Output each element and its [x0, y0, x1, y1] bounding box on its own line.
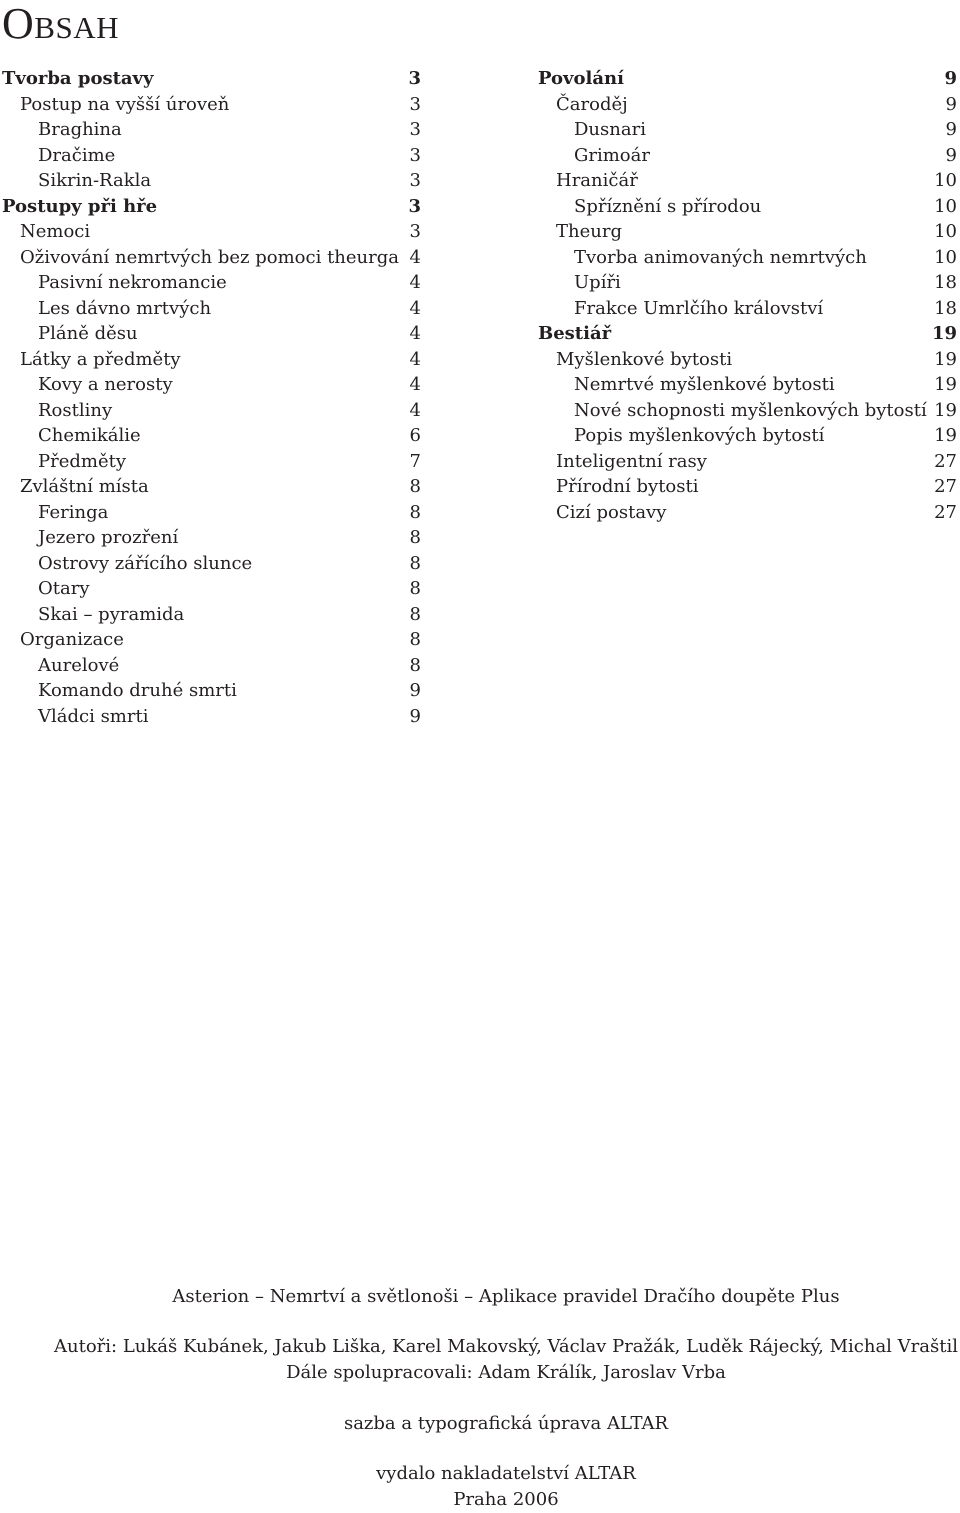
toc-entry-page: 10	[934, 170, 957, 192]
toc-entry-label: Oživování nemrtvých bez pomoci theurga	[20, 246, 399, 268]
toc-entry	[538, 474, 957, 500]
toc-entry-page: 8	[409, 476, 421, 498]
toc-entry-page: 19	[934, 425, 957, 447]
toc-entry-page: 7	[409, 450, 421, 472]
toc-entry-label: Jezero prozření	[38, 527, 179, 549]
toc-entry-label: Nové schopnosti myšlenkových bytostí	[574, 399, 927, 421]
toc-entry	[538, 194, 957, 220]
toc-entry-page: 19	[934, 374, 957, 396]
toc-entry-label: Ostrovy zářícího slunce	[38, 552, 253, 574]
toc-entry-label: Grimoár	[574, 144, 650, 166]
toc-entry-label: Čaroděj	[556, 93, 628, 115]
toc-entry	[2, 321, 421, 347]
toc-entry	[2, 525, 421, 551]
toc-entry	[538, 92, 957, 118]
toc-entry	[2, 627, 421, 653]
colophon-authors: Autoři: Lukáš Kubánek, Jakub Liška, Karel Makovský, Václav Pražák, Luděk Rájecký, Michal Vraštil	[54, 1336, 958, 1357]
toc-entry-label: Theurg	[556, 221, 622, 243]
colophon-publisher-line	[0, 1463, 960, 1484]
colophon-title-line	[0, 1286, 960, 1307]
toc-entry-label: Organizace	[20, 629, 124, 651]
toc-entry	[538, 66, 957, 92]
toc-entry-page: 9	[409, 680, 421, 702]
colophon-collaborators: Dále spolupracovali: Adam Králík, Jaroslav Vrba	[286, 1362, 726, 1383]
toc-entry-label: Aurelové	[38, 654, 120, 676]
toc-entry	[2, 423, 421, 449]
toc-entry-label: Bestiář	[538, 323, 612, 345]
toc-entry-label: Rostliny	[38, 399, 113, 421]
toc-column-right	[538, 66, 957, 525]
toc-entry-page: 9	[944, 68, 957, 90]
toc-entry-label: Kovy a nerosty	[38, 374, 173, 396]
toc-entry-page: 8	[409, 527, 421, 549]
toc-entry	[2, 678, 421, 704]
toc-entry-page: 18	[934, 297, 957, 319]
toc-entry-page: 19	[934, 348, 957, 370]
toc-entry-label: Tvorba animovaných nemrtvých	[574, 246, 867, 268]
toc-entry	[2, 219, 421, 245]
toc-entry-page: 8	[409, 629, 421, 651]
toc-entry-label: Cizí postavy	[556, 501, 667, 523]
toc-entry-page: 3	[408, 195, 421, 217]
toc-entry-page: 9	[409, 705, 421, 727]
toc-entry-label: Les dávno mrtvých	[38, 297, 212, 319]
toc-entry-page: 18	[934, 272, 957, 294]
toc-entry-page: 3	[409, 144, 421, 166]
toc-entry-label: Látky a předměty	[20, 348, 181, 370]
toc-entry-label: Frakce Umrlčího království	[574, 297, 824, 319]
toc-entry	[538, 321, 957, 347]
toc-entry-label: Hraničář	[556, 170, 638, 192]
toc-entry-label: Pláně děsu	[38, 323, 138, 345]
toc-entry	[538, 245, 957, 271]
toc-entry	[2, 143, 421, 169]
toc-entry	[538, 143, 957, 169]
toc-entry-label: Inteligentní rasy	[556, 450, 707, 472]
toc-entry-page: 3	[409, 93, 421, 115]
toc-entry	[538, 500, 957, 526]
toc-entry	[538, 398, 957, 424]
toc-entry	[538, 449, 957, 475]
toc-entry	[538, 296, 957, 322]
toc-entry	[2, 270, 421, 296]
toc-entry-label: Vládci smrti	[38, 705, 149, 727]
toc-column-left	[2, 66, 421, 729]
colophon-publisher: vydalo nakladatelství ALTAR	[376, 1463, 636, 1484]
toc-entry-page: 8	[409, 552, 421, 574]
toc-entry-page: 4	[409, 272, 421, 294]
toc-entry	[2, 372, 421, 398]
toc-entry	[2, 449, 421, 475]
toc-entry-page: 4	[409, 348, 421, 370]
toc-entry-page: 9	[945, 119, 957, 141]
toc-entry-label: Dračime	[38, 144, 116, 166]
toc-entry-page: 3	[409, 221, 421, 243]
toc-entry-page: 27	[934, 501, 957, 523]
toc-entry-label: Komando druhé smrti	[38, 680, 237, 702]
toc-entry-label: Postupy při hře	[2, 195, 158, 217]
toc-entry	[538, 347, 957, 373]
toc-entry	[2, 66, 421, 92]
toc-entry-label: Povolání	[538, 68, 624, 90]
toc-entry-page: 4	[409, 399, 421, 421]
toc-entry	[538, 270, 957, 296]
toc-entry-page: 27	[934, 450, 957, 472]
toc-entry-label: Popis myšlenkových bytostí	[574, 425, 825, 447]
toc-entry-page: 3	[409, 170, 421, 192]
toc-entry-label: Tvorba postavy	[2, 68, 154, 90]
toc-entry	[2, 474, 421, 500]
toc-entry-page: 19	[934, 399, 957, 421]
colophon-typesetting-line	[0, 1413, 960, 1434]
toc-entry	[2, 704, 421, 730]
toc-entry-label: Nemoci	[20, 221, 91, 243]
toc-entry	[538, 423, 957, 449]
toc-entry-label: Přírodní bytosti	[556, 476, 699, 498]
toc-entry	[2, 92, 421, 118]
toc-entry	[2, 551, 421, 577]
toc-entry-label: Zvláštní místa	[20, 476, 149, 498]
toc-entry-page: 4	[409, 323, 421, 345]
toc-entry-label: Otary	[38, 578, 90, 600]
toc-entry	[538, 219, 957, 245]
toc-entry	[538, 168, 957, 194]
toc-entry	[2, 194, 421, 220]
toc-entry-page: 6	[409, 425, 421, 447]
colophon-place-year: Praha 2006	[453, 1489, 559, 1510]
toc-entry	[2, 117, 421, 143]
toc-entry-label: Předměty	[38, 450, 127, 472]
colophon-place-year-line	[0, 1489, 960, 1510]
toc-entry-label: Myšlenkové bytosti	[556, 348, 733, 370]
toc-entry	[2, 296, 421, 322]
toc-entry-label: Dusnari	[574, 119, 646, 141]
toc-entry-page: 3	[408, 68, 421, 90]
toc-entry-page: 4	[409, 246, 421, 268]
colophon-collaborators-line	[0, 1362, 960, 1383]
toc-entry	[2, 576, 421, 602]
colophon-title: Asterion – Nemrtví a světlonoši – Aplikace pravidel Dračího doupěte Plus	[172, 1286, 840, 1307]
toc-entry-label: Braghina	[38, 119, 122, 141]
toc-entry-page: 10	[934, 221, 957, 243]
toc-entry-label: Pasivní nekromancie	[38, 272, 227, 294]
toc-entry-page: 27	[934, 476, 957, 498]
toc-entry-label: Spříznění s přírodou	[574, 195, 762, 217]
toc-entry-page: 8	[409, 654, 421, 676]
toc-entry	[538, 372, 957, 398]
toc-entry	[2, 347, 421, 373]
toc-entry-label: Upíři	[574, 272, 621, 294]
toc-entry-page: 8	[409, 578, 421, 600]
toc-entry-label: Nemrtvé myšlenkové bytosti	[574, 374, 835, 396]
toc-entry-label: Feringa	[38, 501, 109, 523]
colophon-authors-line	[0, 1336, 960, 1357]
toc-entry-page: 4	[409, 297, 421, 319]
toc-entry-page: 4	[409, 374, 421, 396]
page-title: Obsah	[2, 0, 119, 48]
toc-entry	[2, 653, 421, 679]
toc-entry	[2, 245, 421, 271]
colophon-typesetting: sazba a typografická úprava ALTAR	[343, 1413, 669, 1434]
toc-entry-page: 8	[409, 603, 421, 625]
toc-entry	[538, 117, 957, 143]
toc-entry-page: 9	[945, 93, 957, 115]
toc-entry-label: Postup na vyšší úroveň	[20, 93, 230, 115]
toc-entry-label: Skai – pyramida	[38, 603, 185, 625]
toc-entry-label: Sikrin-Rakla	[38, 170, 152, 192]
toc-entry-page: 3	[409, 119, 421, 141]
toc-entry-page: 19	[931, 323, 957, 345]
toc-entry-page: 8	[409, 501, 421, 523]
toc-entry	[2, 398, 421, 424]
toc-entry-page: 9	[945, 144, 957, 166]
toc-entry-page: 10	[934, 246, 957, 268]
toc-entry	[2, 168, 421, 194]
toc-entry	[2, 500, 421, 526]
toc-entry-label: Chemikálie	[38, 425, 141, 447]
toc-entry	[2, 602, 421, 628]
toc-entry-page: 10	[934, 195, 957, 217]
